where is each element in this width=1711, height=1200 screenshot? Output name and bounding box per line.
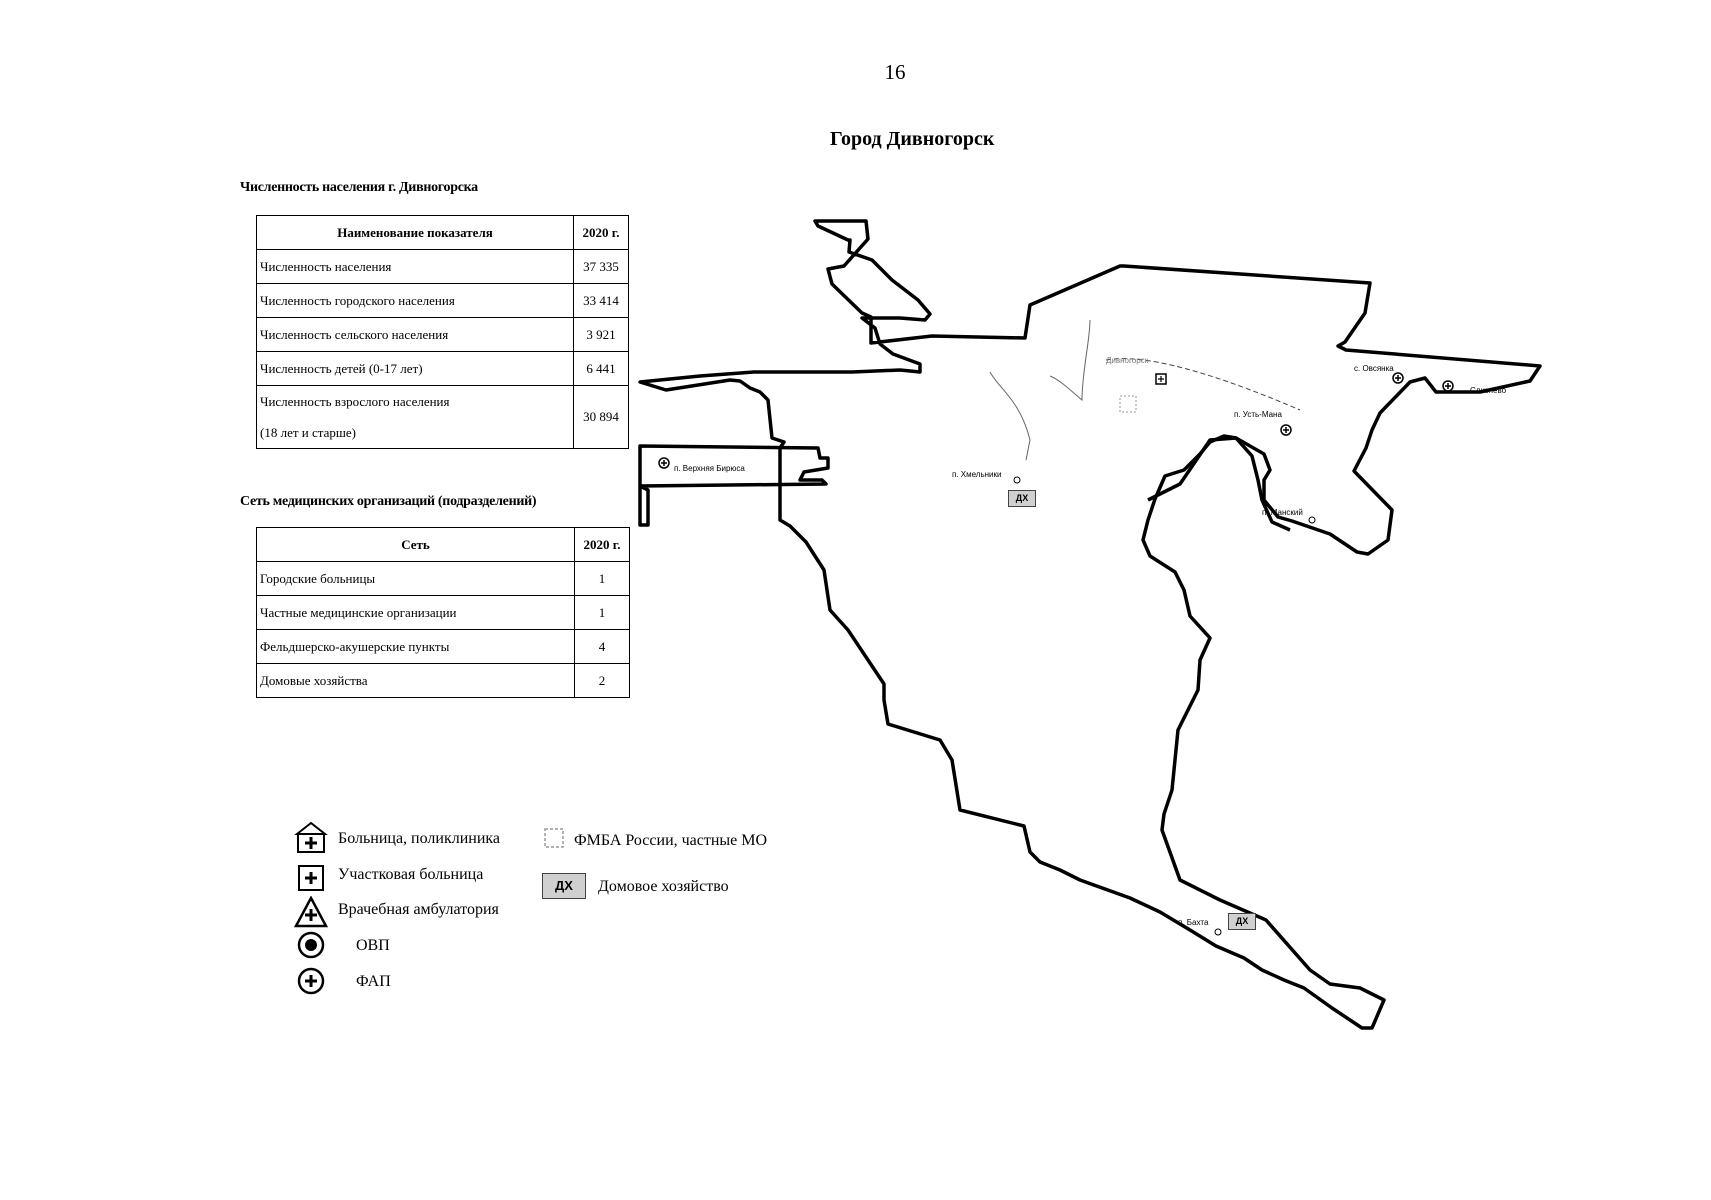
place-verhnyaya-birusa: п. Верхняя Бирюса	[674, 464, 745, 473]
fap-marker	[1281, 425, 1291, 435]
household-marker: ДХ	[1228, 913, 1256, 930]
fap-marker	[1443, 381, 1453, 391]
row-label: Частные медицинские организации	[257, 596, 575, 630]
river-tributary	[990, 320, 1090, 460]
western-appendage	[640, 446, 828, 525]
row-label: Домовые хозяйства	[257, 664, 575, 698]
row-label-line1: Численность взрослого населения	[260, 394, 450, 409]
legend-hospital-label: Больница, поликлиника	[338, 830, 501, 847]
place-divnogorsk: Дивногорск	[1106, 356, 1149, 365]
household-icon: ДХ	[542, 873, 586, 899]
row-value: 33 414	[574, 284, 629, 318]
fap-marker	[1393, 373, 1403, 383]
district-boundary	[640, 221, 1540, 1028]
river-yenisei	[1106, 359, 1300, 410]
column-header-year: 2020 г.	[574, 216, 629, 250]
row-label: Численность населения	[257, 250, 574, 284]
household-marker: ДХ	[1008, 490, 1036, 507]
legend-fmba-label: ФМБА России, частные МО	[574, 832, 768, 849]
place-mansky: п. Манский	[1262, 508, 1303, 517]
column-header-name: Наименование показателя	[257, 216, 574, 250]
place-ust-mana: п. Усть-Мана	[1234, 410, 1282, 419]
row-label: Численность городского населения	[257, 284, 574, 318]
row-value: 2	[575, 664, 630, 698]
row-label: Фельдшерско-акушерские пункты	[257, 630, 575, 664]
place-ovsyanka: с. Овсянка	[1354, 364, 1394, 373]
row-label: Численность детей (0-17 лет)	[257, 352, 574, 386]
settlement-marker	[1309, 517, 1315, 523]
hospital-marker	[1156, 374, 1166, 384]
population-table-title: Численность населения г. Дивногорска	[240, 180, 478, 195]
place-bahta: п. Бахта	[1178, 918, 1209, 927]
place-sliznevo: Слизнево	[1470, 386, 1507, 395]
row-label: Городские больницы	[257, 562, 575, 596]
row-value: 6 441	[574, 352, 629, 386]
row-label-line2: (18 лет и старше)	[260, 425, 356, 440]
row-value: 1	[575, 596, 630, 630]
row-value: 4	[575, 630, 630, 664]
place-hmelniki: п. Хмельники	[952, 470, 1002, 479]
network-table-title: Сеть медицинских организаций (подразделений)	[240, 494, 537, 509]
column-header-name: Сеть	[257, 528, 575, 562]
fmba-marker	[1120, 396, 1136, 412]
legend-household-label: Домовое хозяйство	[598, 878, 729, 895]
row-value: 30 894	[574, 386, 629, 449]
legend-ambulatory-label: Врачебная амбулатория	[338, 901, 499, 918]
fap-marker	[659, 458, 669, 468]
settlement-marker	[1215, 929, 1221, 935]
row-value: 3 921	[574, 318, 629, 352]
column-header-year: 2020 г.	[575, 528, 630, 562]
page-number: 16	[884, 60, 906, 84]
page-title: Город Дивногорск	[830, 128, 995, 150]
row-value: 37 335	[574, 250, 629, 284]
legend-district-hospital-label: Участковая больница	[338, 866, 484, 883]
settlement-marker	[1014, 477, 1020, 483]
legend-ovp-label: ОВП	[356, 937, 390, 954]
row-label: Численность сельского населения	[257, 318, 574, 352]
row-value: 1	[575, 562, 630, 596]
legend-fap-label: ФАП	[356, 973, 391, 990]
